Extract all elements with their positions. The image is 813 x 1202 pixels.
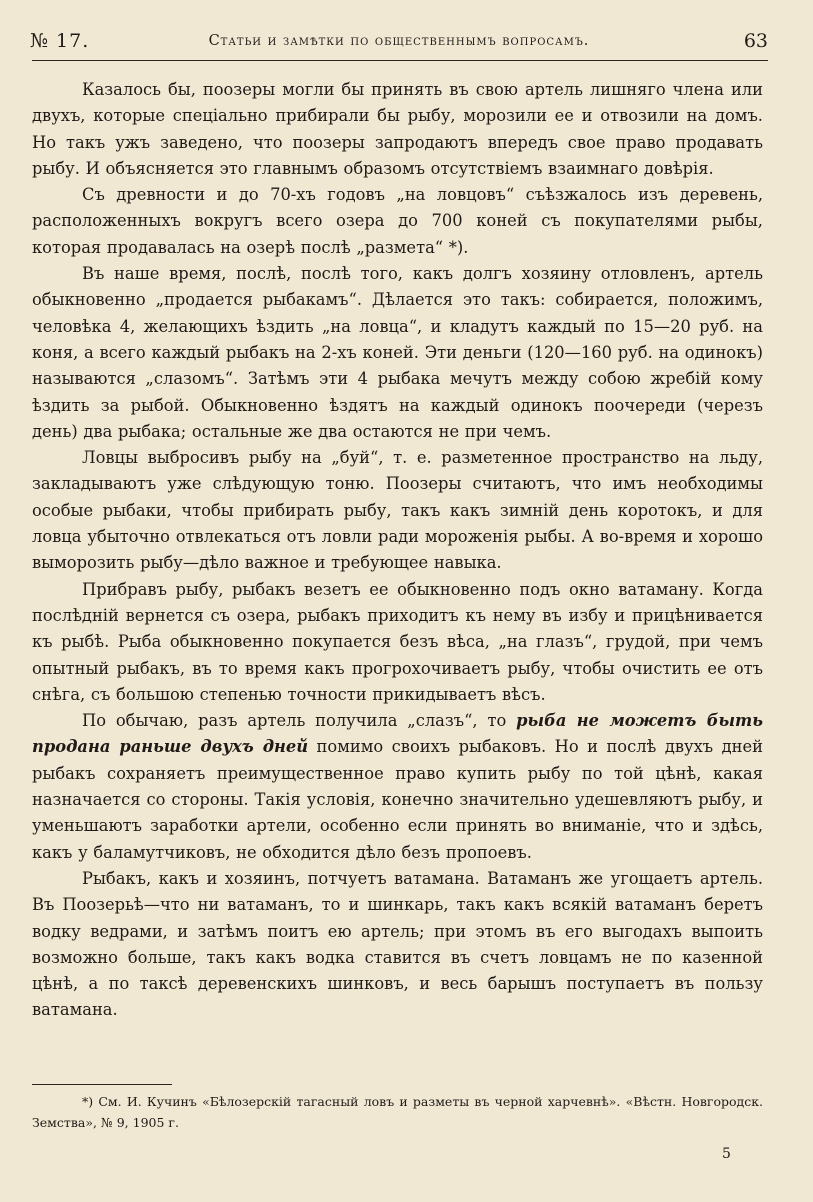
- page-number: 63: [743, 30, 768, 52]
- paragraph: Рыбакъ, какъ и хозяинъ, потчуетъ ватамана. Ватаманъ же угощаетъ артель. Въ Поозерьѣ—что ни ватаманъ, то и шинкарь, такъ какъ всякій ватаманъ беретъ водку ведрами, и затѣмъ поитъ ею артель; при этомъ въ его выгодахъ выпоить возможно больше, такъ какъ водка ставится въ счетъ ловцамъ не по казенной цѣнѣ, а по таксѣ деревенскихъ шинковъ, и весь барышъ поступаетъ въ пользу ватамана.: [32, 868, 763, 1020]
- article-body: [32, 77, 763, 1024]
- emphasized-text: рыба не можетъ быть продана раньше двухъ дней: [32, 711, 763, 757]
- signature-mark: 5: [722, 1146, 731, 1162]
- paragraph: Съ древности и до 70-хъ годовъ „на ловцовъ“ съѣзжалось изъ деревень, расположенныхъ вокругъ всего озера до 700 коней съ покупателями рыбы, которая продавалась на озерѣ послѣ „размета“ *).: [32, 185, 763, 257]
- paragraph: Ловцы выбросивъ рыбу на „буй“, т. е. разметенное пространство на льду, закладываютъ уже слѣдующую тоню. Поозеры считаютъ, что имъ необходимы особые рыбаки, чтобы прибирать рыбу, такъ какъ зимній день коротокъ, и для ловца убыточно отвлекаться отъ ловли ради мороженія рыбы. А во-время и хорошо выморозить рыбу—дѣло важное и требующее навыка.: [32, 448, 763, 573]
- paragraph: Казалось бы, поозеры могли бы принять въ свою артель лишняго члена или двухъ, которые спеціально прибирали бы рыбу, морозили ее и отвозили на домъ. Но такъ ужъ заведено, что поозеры запродаютъ впередъ свое право продавать рыбу. И объясняется это главнымъ образомъ отсутствіемъ взаимнаго довѣрія.: [32, 80, 763, 178]
- paragraph: [32, 708, 763, 866]
- footnote-rule: [32, 1084, 172, 1085]
- paragraph-text: По обычаю, разъ артель получила „слазъ“, то: [82, 711, 517, 731]
- footnote: *) См. И. Кучинъ «Бѣлозерскій тагасный ловъ и разметы въ черной харчевнѣ». «Вѣстн. Новгородск. Земства», № 9, 1905 г.: [32, 1094, 763, 1130]
- running-title: Статьи и замѣтки по общественнымъ вопросамъ.: [208, 33, 590, 49]
- header-rule: [32, 60, 768, 61]
- paragraph-text: помимо своихъ рыбаковъ. Но и послѣ двухъ дней рыбакъ сохраняетъ преимущественное право купить рыбу по той цѣнѣ, какая назначается со стороны. Такія условія, конечно значительно удешевляютъ рыбу, и уменьшаютъ заработки артели, особенно если принять во вниманіе, что и здѣсь, какъ у баламутчиковъ, не обходится дѣло безъ пропоевъ.: [32, 737, 763, 862]
- paragraph: Прибравъ рыбу, рыбакъ везетъ ее обыкновенно подъ окно ватаману. Когда послѣдній вернется съ озера, рыбакъ приходитъ къ нему въ избу и прицѣнивается къ рыбѣ. Рыба обыкновенно покупается безъ вѣса, „на глазъ“, грудой, при чемъ опытный рыбакъ, въ то время какъ прогрохочиваетъ рыбу, чтобы очистить ее отъ снѣга, съ большою степенью точности прикидываетъ вѣсъ.: [32, 579, 763, 704]
- paragraph: Въ наше время, послѣ, послѣ того, какъ долгъ хозяину отловленъ, артель обыкновенно „продается рыбакамъ“. Дѣлается это такъ: собирается, положимъ, человѣка 4, желающихъ ѣздить „на ловца“, и кладутъ каждый по 15—20 руб. на коня, а всего каждый рыбакъ на 2-хъ коней. Эти деньги (120—160 руб. на одинокъ) называются „слазомъ“. Затѣмъ эти 4 рыбака мечутъ между собою жребій кому ѣздить за рыбой. Обыкновенно ѣздятъ на каждый одинокъ поочереди (черезъ день) два рыбака; остальные же два остаются не при чемъ.: [32, 264, 763, 441]
- issue-number: № 17.: [30, 30, 90, 52]
- running-header: [30, 30, 768, 56]
